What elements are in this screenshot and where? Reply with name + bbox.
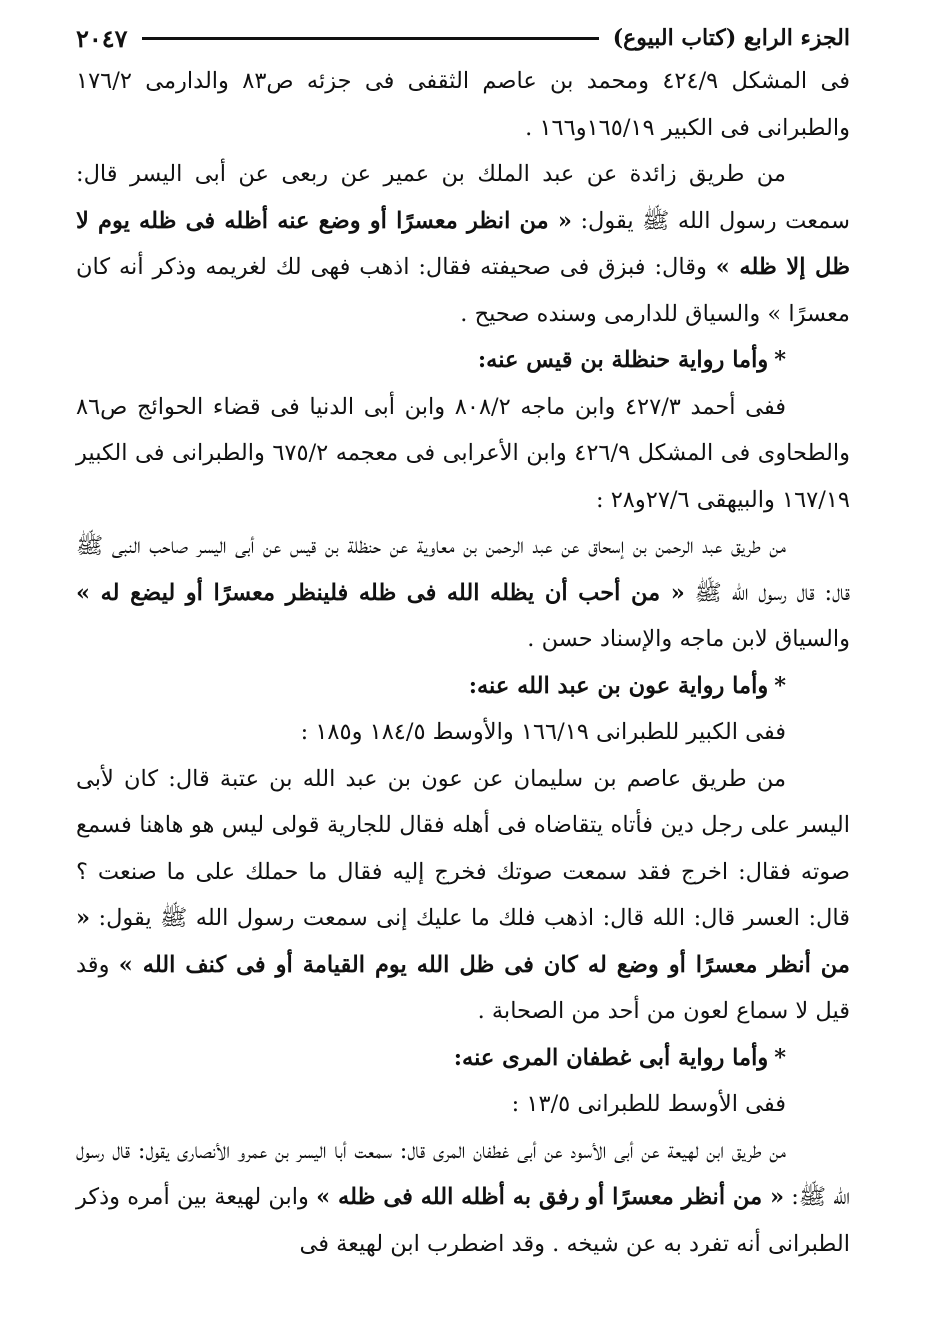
narration-text: من طريق زائدة عن عبد الملك بن عمير عن ربعى عن أبى اليسر قال: سمعت رسول الله ﷺ يقول: bbox=[76, 161, 850, 234]
hadith-quote: « من أنظر معسرًا أو وضع له كان فى ظل الله يوم القيامة أو فى كنف الله » bbox=[76, 905, 850, 978]
narration-text: وقد قيل لا سماع لعون من أحد من الصحابة . bbox=[76, 951, 850, 1024]
star-marker: * bbox=[774, 1044, 786, 1071]
narration-text: من طريق عبد الرحمن بن إسحاق عن عبد الرحمن بن معاوية عن حنظلة بن قيس عن أبى اليسر صاحب النبى ﷺ قال: قال رسول الله ﷺ bbox=[76, 533, 850, 606]
narration-text: من طريق عاصم بن سليمان عن عون بن عبد الله بن عتبة قال: كان لأبى اليسر على رجل دين فأتاه يتقاضاه فى أهله فقال للجارية قولى ليس هو هاهنا فسمع صوته فقال: اخرج فقد سمعت صوتك فخرج إليه فقال ما حملك على ما صنعت ؟ قال: العسر قال: الله قال: اذهب فلك ما عليك إنى سمعت رسول الله ﷺ يقول: bbox=[76, 765, 850, 931]
section-heading-text: وأما رواية عون بن عبد الله عنه: bbox=[468, 672, 769, 699]
page-body bbox=[76, 58, 850, 1267]
narration-paragraph bbox=[76, 151, 850, 337]
narration-text: من طريق ابن لهيعة عن أبى الأسود عن أبى غطفان المرى قال: سمعت أبا اليسر بن عمرو الأنصارى يقول: قال رسول الله ﷺ: bbox=[76, 1137, 851, 1210]
source-paragraph: فى المشكل ٤٢٤/٩ ومحمد بن عاصم الثقفى فى جزئه ص٨٣ والدارمى ١٧٦/٢ والطبرانى فى الكبير ١٦٥/١٩و١٦٦ . bbox=[76, 68, 850, 141]
narration-text: والسياق لابن ماجه والإسناد حسن . bbox=[527, 626, 850, 652]
narration-paragraph bbox=[76, 1128, 850, 1268]
hadith-quote: « من انظر معسرًا أو وضع عنه أظله فى ظله يوم لا ظل إلا ظله » bbox=[76, 207, 850, 280]
section-heading bbox=[76, 337, 850, 384]
narration-text: وقال: فبزق فى صحيفته فقال: اذهب فهى لك لغريمه وذكر أنه كان معسرًا » والسياق للدارمى وسنده صحيح . bbox=[76, 254, 850, 327]
narration-paragraph bbox=[76, 756, 850, 1035]
narration-text: وابن لهيعة بين أمره وذكر الطبرانى أنه تفرد به عن شيخه . وقد اضطرب ابن لهيعة فى bbox=[76, 1184, 850, 1257]
source-paragraph: ففى الأوسط للطبرانى ١٣/٥ : bbox=[511, 1091, 786, 1117]
section-heading bbox=[76, 1035, 850, 1082]
star-marker: * bbox=[774, 347, 786, 373]
source-paragraph: ففى الكبير للطبرانى ١٦٦/١٩ والأوسط ١٨٤/٥ و١٨٥ : bbox=[300, 719, 786, 745]
section-heading-text: وأما رواية أبى غطفان المرى عنه: bbox=[453, 1044, 769, 1071]
running-title: الجزء الرابع (كتاب البيوع) bbox=[612, 25, 850, 51]
header-rule bbox=[142, 37, 599, 40]
hadith-quote: « من أنظر معسرًا أو رفق به أظله الله فى ظله » bbox=[316, 1184, 785, 1210]
narration-paragraph bbox=[76, 523, 850, 663]
hadith-quote: « من أحب أن يظله الله فى ظله فلينظر معسرًا أو ليضع له » bbox=[76, 579, 685, 606]
page-number: ٢٠٤٧ bbox=[76, 23, 128, 53]
page-header bbox=[76, 18, 850, 58]
section-heading-text: وأما رواية حنظلة بن قيس عنه: bbox=[477, 347, 769, 373]
star-marker: * bbox=[774, 672, 786, 699]
source-paragraph: ففى أحمد ٤٢٧/٣ وابن ماجه ٨٠٨/٢ وابن أبى الدنيا فى قضاء الحوائج ص٨٦ والطحاوى فى المشكل ٤٢٦/٩ وابن الأعرابى فى معجمه ٦٧٥/٢ والطبرانى فى الكبير ١٦٧/١٩ والبيهقى ٢٧/٦و٢٨ : bbox=[76, 393, 850, 513]
section-heading bbox=[76, 663, 850, 710]
